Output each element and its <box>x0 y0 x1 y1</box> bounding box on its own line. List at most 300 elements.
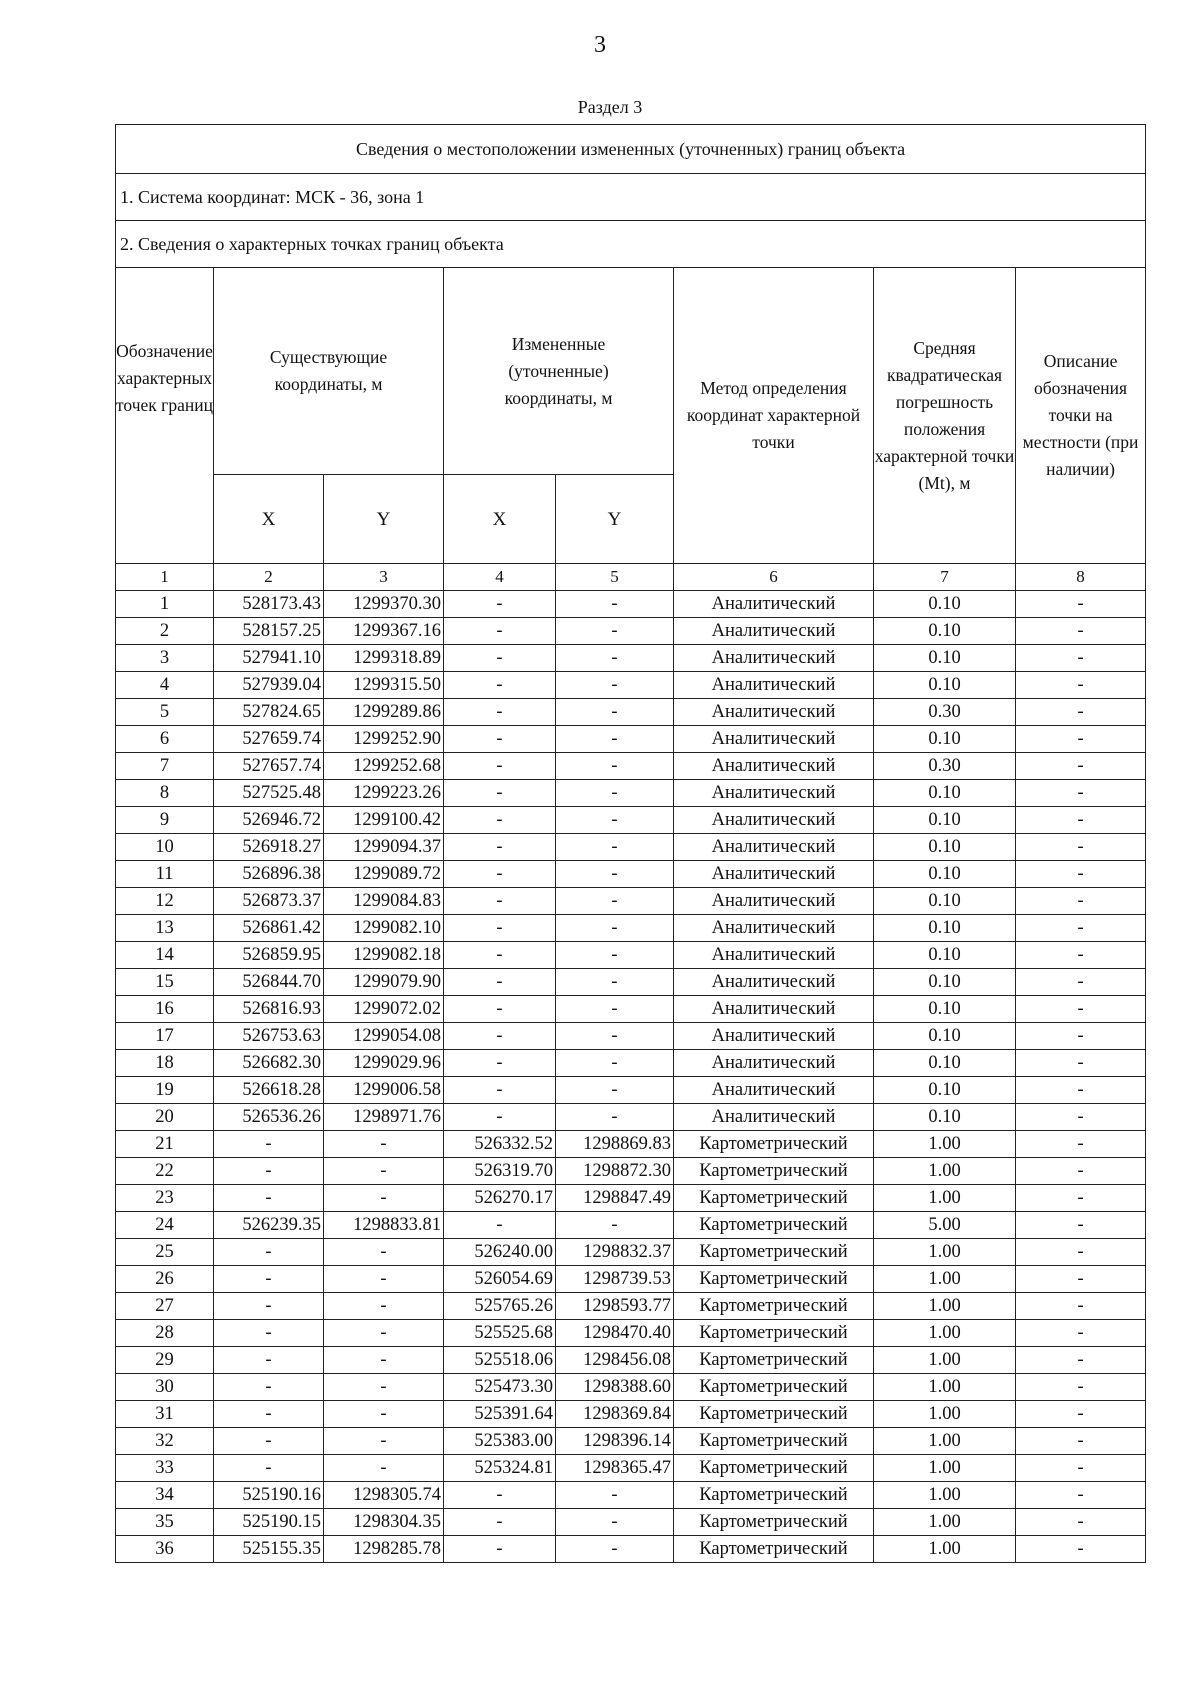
existing-y-cell: 1298305.74 <box>324 1482 444 1509</box>
changed-x-cell: - <box>444 699 556 726</box>
column-number: 8 <box>1016 564 1146 591</box>
changed-y-cell: - <box>556 672 674 699</box>
point-designation-cell: 14 <box>116 942 214 969</box>
accuracy-cell: 0.10 <box>874 1023 1016 1050</box>
changed-x-cell: 526240.00 <box>444 1239 556 1266</box>
changed-x-cell: 526319.70 <box>444 1158 556 1185</box>
point-designation-cell: 10 <box>116 834 214 861</box>
column-number: 4 <box>444 564 556 591</box>
table-row <box>116 1212 1146 1239</box>
point-designation-cell: 9 <box>116 807 214 834</box>
table-row <box>116 807 1146 834</box>
header-accuracy: Средняя квадратическая погрешность положения характерной точки (Mt), м <box>874 268 1016 564</box>
accuracy-cell: 0.10 <box>874 1050 1016 1077</box>
method-cell: Картометрический <box>674 1212 874 1239</box>
method-cell: Аналитический <box>674 753 874 780</box>
table-row <box>116 672 1146 699</box>
existing-x-cell: 527525.48 <box>214 780 324 807</box>
changed-x-cell: - <box>444 1509 556 1536</box>
point-designation-cell: 27 <box>116 1293 214 1320</box>
accuracy-cell: 1.00 <box>874 1482 1016 1509</box>
table-row <box>116 834 1146 861</box>
table-row <box>116 591 1146 618</box>
description-cell: - <box>1016 753 1146 780</box>
changed-y-cell: - <box>556 1104 674 1131</box>
table-row <box>116 915 1146 942</box>
point-designation-cell: 15 <box>116 969 214 996</box>
changed-x-cell: - <box>444 888 556 915</box>
changed-x-cell: - <box>444 591 556 618</box>
description-cell: - <box>1016 969 1146 996</box>
changed-y-cell: - <box>556 726 674 753</box>
accuracy-cell: 1.00 <box>874 1158 1016 1185</box>
description-cell: - <box>1016 1077 1146 1104</box>
existing-x-cell: 526918.27 <box>214 834 324 861</box>
existing-x-cell: 526873.37 <box>214 888 324 915</box>
description-cell: - <box>1016 1455 1146 1482</box>
existing-x-cell: 526753.63 <box>214 1023 324 1050</box>
existing-x-cell: 525155.35 <box>214 1536 324 1563</box>
existing-x-cell: - <box>214 1320 324 1347</box>
existing-y-cell: 1299252.68 <box>324 753 444 780</box>
changed-x-cell: - <box>444 1023 556 1050</box>
accuracy-cell: 0.10 <box>874 1104 1016 1131</box>
description-cell: - <box>1016 1104 1146 1131</box>
accuracy-cell: 0.10 <box>874 969 1016 996</box>
existing-y-cell: 1298971.76 <box>324 1104 444 1131</box>
header-existing-x: X <box>214 475 324 564</box>
changed-y-cell: - <box>556 1212 674 1239</box>
changed-y-cell: - <box>556 942 674 969</box>
existing-y-cell: - <box>324 1266 444 1293</box>
description-cell: - <box>1016 1293 1146 1320</box>
existing-y-cell: 1299100.42 <box>324 807 444 834</box>
accuracy-cell: 1.00 <box>874 1428 1016 1455</box>
point-designation-cell: 20 <box>116 1104 214 1131</box>
table-row <box>116 1266 1146 1293</box>
table-row <box>116 1104 1146 1131</box>
existing-y-cell: - <box>324 1320 444 1347</box>
point-designation-cell: 6 <box>116 726 214 753</box>
table-row <box>116 861 1146 888</box>
changed-x-cell: - <box>444 672 556 699</box>
point-designation-cell: 28 <box>116 1320 214 1347</box>
table-row <box>116 996 1146 1023</box>
accuracy-cell: 0.10 <box>874 726 1016 753</box>
description-cell: - <box>1016 618 1146 645</box>
method-cell: Аналитический <box>674 996 874 1023</box>
changed-y-cell: - <box>556 753 674 780</box>
existing-x-cell: 528173.43 <box>214 591 324 618</box>
table-row <box>116 1077 1146 1104</box>
table-row <box>116 699 1146 726</box>
description-cell: - <box>1016 699 1146 726</box>
method-cell: Аналитический <box>674 591 874 618</box>
point-designation-cell: 4 <box>116 672 214 699</box>
changed-x-cell: 525518.06 <box>444 1347 556 1374</box>
accuracy-cell: 0.10 <box>874 591 1016 618</box>
point-designation-cell: 1 <box>116 591 214 618</box>
method-cell: Картометрический <box>674 1455 874 1482</box>
existing-x-cell: 525190.15 <box>214 1509 324 1536</box>
changed-x-cell: - <box>444 861 556 888</box>
changed-y-cell: 1298593.77 <box>556 1293 674 1320</box>
existing-y-cell: 1299289.86 <box>324 699 444 726</box>
changed-x-cell: - <box>444 753 556 780</box>
table-row <box>116 888 1146 915</box>
method-cell: Аналитический <box>674 645 874 672</box>
accuracy-cell: 0.10 <box>874 780 1016 807</box>
point-designation-cell: 13 <box>116 915 214 942</box>
changed-x-cell: - <box>444 1050 556 1077</box>
point-designation-cell: 3 <box>116 645 214 672</box>
changed-y-cell: 1298369.84 <box>556 1401 674 1428</box>
table-row <box>116 618 1146 645</box>
table-row <box>116 969 1146 996</box>
column-number: 3 <box>324 564 444 591</box>
table-row <box>116 1158 1146 1185</box>
changed-x-cell: 525391.64 <box>444 1401 556 1428</box>
accuracy-cell: 1.00 <box>874 1347 1016 1374</box>
existing-y-cell: 1299054.08 <box>324 1023 444 1050</box>
point-designation-cell: 22 <box>116 1158 214 1185</box>
changed-y-cell: 1298847.49 <box>556 1185 674 1212</box>
accuracy-cell: 1.00 <box>874 1401 1016 1428</box>
existing-x-cell: 526536.26 <box>214 1104 324 1131</box>
accuracy-cell: 0.10 <box>874 888 1016 915</box>
changed-y-cell: 1298739.53 <box>556 1266 674 1293</box>
accuracy-cell: 0.10 <box>874 807 1016 834</box>
existing-y-cell: 1299029.96 <box>324 1050 444 1077</box>
method-cell: Картометрический <box>674 1185 874 1212</box>
accuracy-cell: 1.00 <box>874 1536 1016 1563</box>
changed-y-cell: 1298388.60 <box>556 1374 674 1401</box>
accuracy-cell: 0.10 <box>874 618 1016 645</box>
method-cell: Аналитический <box>674 1104 874 1131</box>
changed-y-cell: - <box>556 1536 674 1563</box>
changed-y-cell: - <box>556 780 674 807</box>
changed-x-cell: - <box>444 807 556 834</box>
changed-x-cell: - <box>444 996 556 1023</box>
changed-y-cell: - <box>556 1050 674 1077</box>
changed-x-cell: - <box>444 618 556 645</box>
column-number: 6 <box>674 564 874 591</box>
table-row <box>116 1131 1146 1158</box>
accuracy-cell: 0.10 <box>874 861 1016 888</box>
description-cell: - <box>1016 996 1146 1023</box>
accuracy-cell: 0.10 <box>874 996 1016 1023</box>
existing-x-cell: - <box>214 1131 324 1158</box>
changed-y-cell: 1298869.83 <box>556 1131 674 1158</box>
description-cell: - <box>1016 726 1146 753</box>
accuracy-cell: 0.10 <box>874 834 1016 861</box>
method-cell: Аналитический <box>674 1077 874 1104</box>
description-cell: - <box>1016 834 1146 861</box>
point-designation-cell: 29 <box>116 1347 214 1374</box>
method-cell: Аналитический <box>674 726 874 753</box>
existing-x-cell: 527824.65 <box>214 699 324 726</box>
existing-y-cell: - <box>324 1293 444 1320</box>
existing-y-cell: - <box>324 1185 444 1212</box>
column-number: 1 <box>116 564 214 591</box>
accuracy-cell: 0.10 <box>874 645 1016 672</box>
description-cell: - <box>1016 861 1146 888</box>
table-row <box>116 942 1146 969</box>
description-cell: - <box>1016 1158 1146 1185</box>
table-row <box>116 1374 1146 1401</box>
column-number: 7 <box>874 564 1016 591</box>
changed-x-cell: 525383.00 <box>444 1428 556 1455</box>
point-designation-cell: 26 <box>116 1266 214 1293</box>
point-designation-cell: 25 <box>116 1239 214 1266</box>
point-designation-cell: 35 <box>116 1509 214 1536</box>
point-designation-cell: 36 <box>116 1536 214 1563</box>
point-designation-cell: 21 <box>116 1131 214 1158</box>
table-row <box>116 1023 1146 1050</box>
changed-y-cell: - <box>556 969 674 996</box>
section-label: Раздел 3 <box>577 97 643 117</box>
existing-x-cell: - <box>214 1401 324 1428</box>
existing-y-cell: 1299079.90 <box>324 969 444 996</box>
point-designation-cell: 34 <box>116 1482 214 1509</box>
existing-y-cell: - <box>324 1131 444 1158</box>
method-cell: Картометрический <box>674 1536 874 1563</box>
accuracy-cell: 1.00 <box>874 1266 1016 1293</box>
point-designation-cell: 31 <box>116 1401 214 1428</box>
header-changed-y: Y <box>556 475 674 564</box>
point-designation-cell: 2 <box>116 618 214 645</box>
method-cell: Аналитический <box>674 942 874 969</box>
existing-x-cell: - <box>214 1239 324 1266</box>
changed-x-cell: - <box>444 915 556 942</box>
existing-y-cell: - <box>324 1239 444 1266</box>
table-title: Сведения о местоположении измененных (уточненных) границ объекта <box>116 125 1146 174</box>
point-designation-cell: 17 <box>116 1023 214 1050</box>
point-designation-cell: 5 <box>116 699 214 726</box>
accuracy-cell: 0.10 <box>874 915 1016 942</box>
method-cell: Картометрический <box>674 1239 874 1266</box>
changed-y-cell: - <box>556 834 674 861</box>
existing-x-cell: 526618.28 <box>214 1077 324 1104</box>
changed-x-cell: 525324.81 <box>444 1455 556 1482</box>
coordinate-system: 1. Система координат: МСК - 36, зона 1 <box>116 174 1146 221</box>
existing-x-cell: 526861.42 <box>214 915 324 942</box>
existing-x-cell: - <box>214 1374 324 1401</box>
description-cell: - <box>1016 1131 1146 1158</box>
method-cell: Картометрический <box>674 1428 874 1455</box>
changed-x-cell: 525525.68 <box>444 1320 556 1347</box>
changed-x-cell: - <box>444 1104 556 1131</box>
existing-y-cell: - <box>324 1347 444 1374</box>
existing-x-cell: - <box>214 1347 324 1374</box>
changed-y-cell: - <box>556 861 674 888</box>
table-row <box>116 1509 1146 1536</box>
description-cell: - <box>1016 1320 1146 1347</box>
description-cell: - <box>1016 1212 1146 1239</box>
existing-y-cell: - <box>324 1428 444 1455</box>
table-row <box>116 1347 1146 1374</box>
changed-y-cell: - <box>556 1509 674 1536</box>
accuracy-cell: 0.10 <box>874 942 1016 969</box>
point-designation-cell: 23 <box>116 1185 214 1212</box>
existing-y-cell: - <box>324 1401 444 1428</box>
existing-y-cell: - <box>324 1158 444 1185</box>
table-row <box>116 1428 1146 1455</box>
existing-y-cell: 1299082.18 <box>324 942 444 969</box>
existing-x-cell: - <box>214 1158 324 1185</box>
table-row <box>116 1401 1146 1428</box>
changed-x-cell: - <box>444 645 556 672</box>
method-cell: Аналитический <box>674 861 874 888</box>
existing-x-cell: 526896.38 <box>214 861 324 888</box>
accuracy-cell: 1.00 <box>874 1509 1016 1536</box>
existing-y-cell: 1299252.90 <box>324 726 444 753</box>
accuracy-cell: 0.10 <box>874 1077 1016 1104</box>
method-cell: Картометрический <box>674 1131 874 1158</box>
existing-y-cell: 1299084.83 <box>324 888 444 915</box>
header-changed-x: X <box>444 475 556 564</box>
changed-y-cell: 1298365.47 <box>556 1455 674 1482</box>
description-cell: - <box>1016 1023 1146 1050</box>
accuracy-cell: 1.00 <box>874 1320 1016 1347</box>
point-designation-cell: 11 <box>116 861 214 888</box>
description-cell: - <box>1016 1401 1146 1428</box>
existing-y-cell: 1298833.81 <box>324 1212 444 1239</box>
method-cell: Картометрический <box>674 1293 874 1320</box>
changed-x-cell: - <box>444 726 556 753</box>
accuracy-cell: 1.00 <box>874 1293 1016 1320</box>
existing-x-cell: - <box>214 1266 324 1293</box>
accuracy-cell: 0.10 <box>874 672 1016 699</box>
existing-x-cell: - <box>214 1185 324 1212</box>
method-cell: Аналитический <box>674 780 874 807</box>
description-cell: - <box>1016 888 1146 915</box>
description-cell: - <box>1016 1266 1146 1293</box>
point-designation-cell: 16 <box>116 996 214 1023</box>
table-row <box>116 1320 1146 1347</box>
existing-x-cell: 527939.04 <box>214 672 324 699</box>
changed-x-cell: - <box>444 969 556 996</box>
method-cell: Аналитический <box>674 1050 874 1077</box>
method-cell: Аналитический <box>674 969 874 996</box>
existing-y-cell: 1298304.35 <box>324 1509 444 1536</box>
accuracy-cell: 1.00 <box>874 1374 1016 1401</box>
table-row <box>116 726 1146 753</box>
existing-y-cell: 1299370.30 <box>324 591 444 618</box>
method-cell: Картометрический <box>674 1158 874 1185</box>
accuracy-cell: 0.30 <box>874 699 1016 726</box>
changed-x-cell: - <box>444 834 556 861</box>
changed-x-cell: - <box>444 1536 556 1563</box>
existing-x-cell: 526844.70 <box>214 969 324 996</box>
existing-y-cell: 1299072.02 <box>324 996 444 1023</box>
description-cell: - <box>1016 1239 1146 1266</box>
point-designation-cell: 8 <box>116 780 214 807</box>
coordinates-table <box>115 124 1146 1563</box>
changed-y-cell: 1298456.08 <box>556 1347 674 1374</box>
table-row <box>116 1536 1146 1563</box>
existing-y-cell: 1299082.10 <box>324 915 444 942</box>
existing-x-cell: 526239.35 <box>214 1212 324 1239</box>
changed-y-cell: - <box>556 1077 674 1104</box>
table-row <box>116 780 1146 807</box>
method-cell: Картометрический <box>674 1347 874 1374</box>
accuracy-cell: 1.00 <box>874 1185 1016 1212</box>
existing-y-cell: - <box>324 1374 444 1401</box>
changed-x-cell: 526270.17 <box>444 1185 556 1212</box>
description-cell: - <box>1016 1185 1146 1212</box>
changed-y-cell: - <box>556 1482 674 1509</box>
header-existing-coordinates: Существующие координаты, м <box>214 268 444 475</box>
point-designation-cell: 18 <box>116 1050 214 1077</box>
table-row <box>116 1293 1146 1320</box>
existing-x-cell: - <box>214 1293 324 1320</box>
description-cell: - <box>1016 1347 1146 1374</box>
header-designation: Обозначение характерных точек границ <box>116 268 214 564</box>
method-cell: Картометрический <box>674 1401 874 1428</box>
changed-x-cell: 526054.69 <box>444 1266 556 1293</box>
existing-y-cell: 1299315.50 <box>324 672 444 699</box>
table-row <box>116 1050 1146 1077</box>
header-description: Описание обозначения точки на местности (при наличии) <box>1016 268 1146 564</box>
existing-y-cell: 1299089.72 <box>324 861 444 888</box>
changed-y-cell: 1298396.14 <box>556 1428 674 1455</box>
point-designation-cell: 7 <box>116 753 214 780</box>
accuracy-cell: 0.30 <box>874 753 1016 780</box>
changed-y-cell: - <box>556 1023 674 1050</box>
description-cell: - <box>1016 1374 1146 1401</box>
table-row <box>116 645 1146 672</box>
existing-x-cell: 527941.10 <box>214 645 324 672</box>
header-method: Метод определения координат характерной точки <box>674 268 874 564</box>
header-existing-y: Y <box>324 475 444 564</box>
changed-y-cell: - <box>556 591 674 618</box>
description-cell: - <box>1016 1482 1146 1509</box>
method-cell: Аналитический <box>674 1023 874 1050</box>
description-cell: - <box>1016 1536 1146 1563</box>
changed-y-cell: 1298470.40 <box>556 1320 674 1347</box>
existing-y-cell: 1299318.89 <box>324 645 444 672</box>
changed-y-cell: - <box>556 996 674 1023</box>
method-cell: Аналитический <box>674 618 874 645</box>
existing-x-cell: 527657.74 <box>214 753 324 780</box>
existing-y-cell: 1299006.58 <box>324 1077 444 1104</box>
description-cell: - <box>1016 942 1146 969</box>
description-cell: - <box>1016 780 1146 807</box>
point-designation-cell: 19 <box>116 1077 214 1104</box>
accuracy-cell: 1.00 <box>874 1239 1016 1266</box>
method-cell: Аналитический <box>674 672 874 699</box>
changed-y-cell: - <box>556 915 674 942</box>
changed-y-cell: 1298872.30 <box>556 1158 674 1185</box>
existing-x-cell: - <box>214 1428 324 1455</box>
changed-x-cell: - <box>444 942 556 969</box>
accuracy-cell: 1.00 <box>874 1131 1016 1158</box>
changed-x-cell: - <box>444 1212 556 1239</box>
existing-y-cell: 1298285.78 <box>324 1536 444 1563</box>
table-row <box>116 1185 1146 1212</box>
changed-y-cell: 1298832.37 <box>556 1239 674 1266</box>
description-cell: - <box>1016 1428 1146 1455</box>
description-cell: - <box>1016 807 1146 834</box>
changed-y-cell: - <box>556 699 674 726</box>
method-cell: Аналитический <box>674 699 874 726</box>
page-number: 3 <box>594 32 606 58</box>
point-designation-cell: 32 <box>116 1428 214 1455</box>
existing-x-cell: 527659.74 <box>214 726 324 753</box>
table-row <box>116 1239 1146 1266</box>
method-cell: Картометрический <box>674 1509 874 1536</box>
